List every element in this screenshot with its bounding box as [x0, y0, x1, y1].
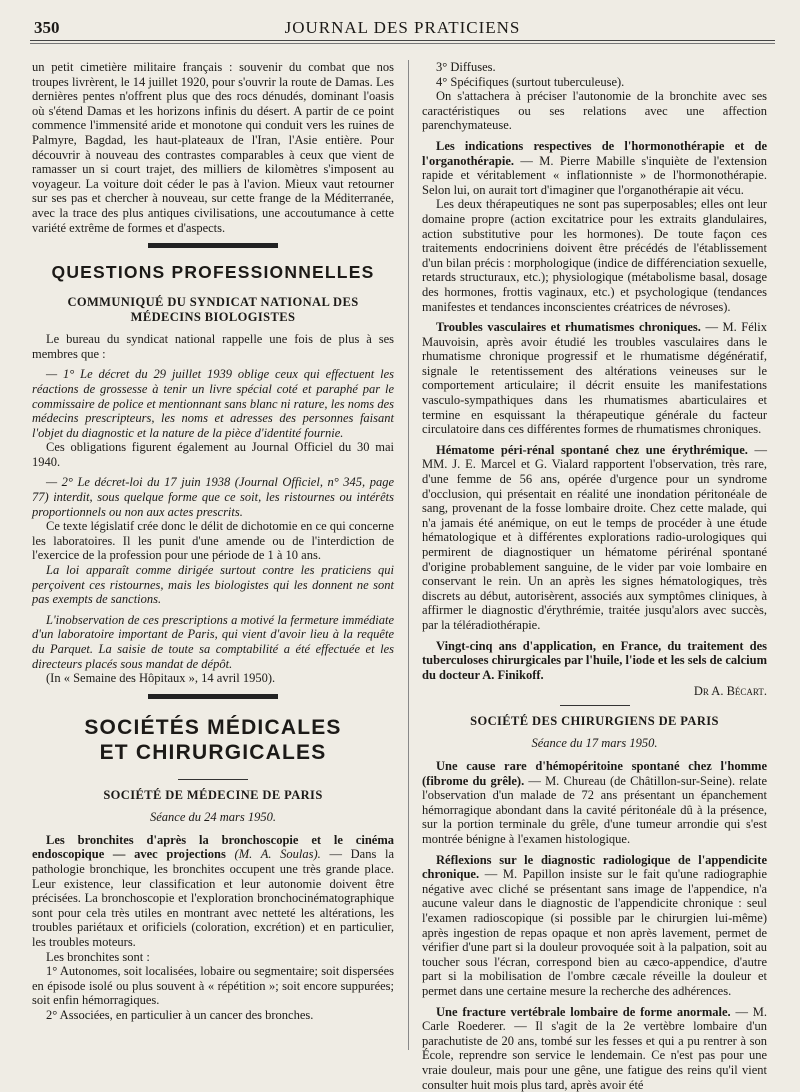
hemoperitoine-paragraph: [422, 759, 767, 847]
bronchites-item-1: 1° Autonomes, soit localisées, lobaire ou segmentaire; soit dispersées en épisode isolé ou plus souvent à « répétition »; soit encore suppurées; soit enfin hémorragiques.: [32, 964, 394, 1008]
fracture-body: — M. Carle Roederer. — Il s'agit de la 2e vertèbre lombaire d'un parachutiste de 20 ans, tombé sur les fesses et qui a pu rentrer à son École, reprendre son service le lendemain. Ce n'est pas pour une vraie douleur, mais pour une gêne, une fatigue des reins qu'il vient consulter huit mois plus tard, après avoir été: [422, 1004, 767, 1092]
hematome-heading: Hématome péri-rénal spontané chez une érythrémique.: [436, 442, 748, 457]
decret-2: — 2° Le décret-loi du 17 juin 1938 (Journal Officiel, n° 345, page 77) interdit, sous quelque forme que ce soit, les ristournes ou intérêts proportionnels ou non aux actes prescrits.: [32, 475, 394, 519]
reflexions-paragraph: [422, 853, 767, 999]
section-title-societes-line1: SOCIÉTÉS MÉDICALES: [84, 715, 342, 739]
autonomie-paragraph: On s'attachera à préciser l'autonomie de la bronchite avec ses caractéristiques ou ses relations avec une affection parenchymateuse.: [422, 89, 767, 133]
page-number: 350: [34, 18, 60, 37]
page-header: [30, 14, 775, 42]
section-separator: [148, 243, 278, 248]
bronchites-item-4: 4° Spécifiques (surtout tuberculeuse).: [436, 74, 625, 89]
troubles-body: — M. Félix Mauvoisin, après avoir étudié les troubles vasculaires dans le rhumatisme chronique progressif et le rhumatisme dégénératif, signale le retentissement des altérations veineuses sur le comportement articulaire; il décrit ensuite les manifestations vasculo-sympathiques dans les rhumatismes abarticulaires et termine en esquissant la thérapeutique générale du facteur circulatoire dans ces différentes formes de rhumatismes chroniques.: [422, 320, 768, 437]
reflexions-heading: Réflexions sur le diagnostic radiologique de l'appendicite chronique.: [422, 852, 767, 882]
header-rule: [30, 40, 775, 41]
bronchites-body: — Dans la pathologie bronchique, les bronchites occupent une très grande place. Leur existence, leur classification et leur autonomie doivent être précisées. La bronchoscopie et l'exploration bronchocinématographique sont pour cela très utiles en montrant avec netteté les altérations, les troubles pariétaux et orificiels (coloration, excrétion) et en particulier, les troubles moteurs.: [32, 847, 395, 950]
minor-separator-2: [560, 705, 630, 706]
author-signature: Dr A. Bécart.: [693, 684, 767, 699]
hormono-heading: Les indications respectives de l'hormonothérapie et de l'organothérapie.: [422, 138, 767, 168]
decret-2-comment: La loi apparaît comme dirigée surtout contre les praticiens qui perçoivent ces ristournes, mais les biologistes qui les donnent ne sont pas exempts de sanctions.: [32, 563, 394, 607]
inobservation-paragraph: L'inobservation de ces prescriptions a motivé la fermeture immédiate d'un laboratoire important de Paris, qui vient d'avoir lieu à la requête du Parquet. La saisie de toute sa comptabilité a été effectuée et les directeurs placés sous mandat de dépôt.: [32, 612, 394, 671]
header-rule-double: [30, 43, 775, 44]
hormono-body: — M. Pierre Mabille s'inquiète de l'extension rapide et véritablement « inflationniste » de l'hormonothérapie. Selon lui, on aurait tort d'imaginer que l'organothérapie ait vécu.: [422, 153, 767, 197]
source-citation: (In « Semaine des Hôpitaux », 14 avril 1950).: [46, 671, 276, 686]
bronchites-heading: Les bronchites d'après la bronchoscopie et le cinéma endoscopique — avec projections: [32, 832, 394, 862]
reflexions-body: — M. Papillon insiste sur le fait qu'une radiographie négative avec cliché se présentant sans image de l'appendice, n'a aucune valeur dans le diagnostic de l'appendicite chronique : seul l'examen radioscopique (si possible par le chirurgien lui-même) après ingestion de repas opaque et non après lavement, permet de vérifier d'une part si la douleur provoquée soit à la palpation, soit au toucher sous l'écran, correspond bien au cæco-appendice, d'autre part si la mobilisation de l'ombre cæcale réveille la douleur et permet dans une certaine mesure la recherche des adhérences.: [422, 867, 768, 998]
societe-chirurgiens-title: SOCIÉTÉ DES CHIRURGIENS DE PARIS: [470, 713, 719, 728]
hemoperitoine-heading: Une cause rare d'hémopéritoine spontané chez l'homme (fibrome du grêle).: [422, 759, 767, 788]
fracture-paragraph: [422, 1005, 767, 1092]
hormono-paragraph: [422, 139, 767, 197]
troubles-heading: Troubles vasculaires et rhumatismes chroniques.: [436, 320, 701, 335]
fracture-heading: Une fracture vertébrale lombaire de forme anormale.: [436, 1004, 731, 1019]
right-column: [422, 60, 767, 1092]
intro-paragraph: un petit cimetière militaire français : souvenir du combat que nos troupes livrèrent, le 14 juillet 1920, pour s'ouvrir la route de Damas. Les dernières pentes n'offrent plus que des rocs dénudés, dominant l'oasis où s'étend Damas et les horizons infinis du désert. A partir de ce point commence l'immensité aride et monotone qui conduit vers les ruines de Palmyre, Bagdad, les haut-plateaux de l'Iran, l'Asie entière. Pour découvrir à nouveau des contrastes comparables à ceux que vient de ramasser un si court trajet, des milliers de kilomètres s'imposent au voyageur. La voiture doit céder le pas à l'avion. Mieux vaut retourner sur ses pas et chercher à nouveau, sur cette frange de la Méditerranée, avec la trace des plus antiques civilisations, une accoutumance à cette variété extrême de formes et d'aspects.: [32, 60, 394, 235]
societe-medecine-title: SOCIÉTÉ DE MÉDECINE DE PARIS: [103, 787, 323, 802]
minor-separator: [178, 779, 248, 780]
societe-chirurgiens-seance: Séance du 17 mars 1950.: [531, 736, 658, 751]
societe-medecine-seance: Séance du 24 mars 1950.: [149, 810, 277, 825]
decret-1: — 1° Le décret du 29 juillet 1939 oblige ceux qui effectuent les réactions de grossesse à tenir un livre spécial coté et paraphé par le commissaire de police et mentionnant sans blanc ni rature, les noms des médecins prescripteurs, les noms et adresses des personnes faisant l'objet du diagnostic et la nature de la pièce d'identité fournie.: [32, 367, 394, 440]
journal-title: JOURNAL DES PRATICIENS: [284, 18, 521, 37]
decret-2-note: Ce texte législatif crée donc le délit de dichotomie en ce qui concerne les laboratoires. Il les punit d'une amende ou de l'interdiction de l'exercice de la profession pour une période de 1 à 10 ans.: [32, 519, 394, 563]
hematome-body: — MM. J. E. Marcel et G. Vialard rapportent l'observation, très rare, d'une femme de 56 ans, opérée d'urgence pour un syndrome d'occlusion, qui présentait en réalité une inondation péritonéale de sang, provenant de la fosse lombaire droite. Chez cette malade, qui n'a jamais été anémique, on eut le temps de procéder à une étude hématologique et à différentes explorations radio-urologiques qui permirent de diagnostiquer un hématome périrénal spontané d'origine probablement sanguine, de le vider par voie lombaire en conservant le rein. Un an après les signes hématologiques, très discrets au début, autorisèrent, associés aux symptômes cliniques, à affirmer le diagnostic d'érythrémie, traitée jusqu'alors avec succès, par la téléradiothérapie.: [422, 442, 767, 632]
left-column: [32, 60, 394, 1023]
bronchites-sont: Les bronchites sont :: [46, 949, 150, 964]
communique-intro: Le bureau du syndicat national rappelle une fois de plus à ses membres que :: [32, 332, 394, 361]
section-separator-2: [148, 694, 278, 699]
section-title-questions: QUESTIONS PROFESSIONNELLES: [51, 262, 375, 283]
hormono-paragraph-2: Les deux thérapeutiques ne sont pas superposables; elles ont leur domaine propre (action excitatrice pour les extraits glandulaires, action substitutive pour les hormones). De toute façon ces traitements endocriniens doivent être précédés de l'établissement d'un bilan précis : morphologique (indice de différenciation sexuelle, retards structuraux, etc.); physiologique (métabolisme basal, dosage des hormones, frottis vaginaux, etc.) et psychologique (tendances manifestes et tendances inconscientes créatrices de névroses).: [422, 197, 767, 314]
column-divider: [408, 60, 409, 1050]
bronchites-author: (M. A. Soulas).: [234, 847, 321, 862]
bronchites-item-3: 3° Diffuses.: [436, 60, 496, 74]
troubles-paragraph: [422, 320, 767, 437]
section-title-societes: [32, 715, 394, 765]
hemoperitoine-body: — M. Chureau (de Châtillon-sur-Seine). relate l'observation d'un malade de 72 ans présentant un épanchement hémorragique abondant dans la cavité péritonéale dû à la présence, sur la portion terminale du grêle, d'une tumeur arrondie qui s'est montrée bénigne à l'examen histologique.: [422, 773, 768, 846]
hematome-paragraph: [422, 443, 767, 633]
decret-1-note: Ces obligations figurent également au Journal Officiel du 30 mai 1940.: [32, 440, 394, 469]
communique-title: COMMUNIQUÉ DU SYNDICAT NATIONAL DES MÉDECINS BIOLOGISTES: [67, 295, 359, 324]
section-title-societes-line2: ET CHIRURGICALES: [99, 740, 327, 764]
bronchites-paragraph: [32, 833, 394, 950]
vingt-cinq-ans-heading: Vingt-cinq ans d'application, en France, du traitement des tuberculoses chirurgicales par l'huile, l'iode et les sels de calcium du docteur A. Finikoff.: [422, 638, 767, 682]
bronchites-item-2: 2° Associées, en particulier à un cancer des bronches.: [46, 1008, 314, 1022]
